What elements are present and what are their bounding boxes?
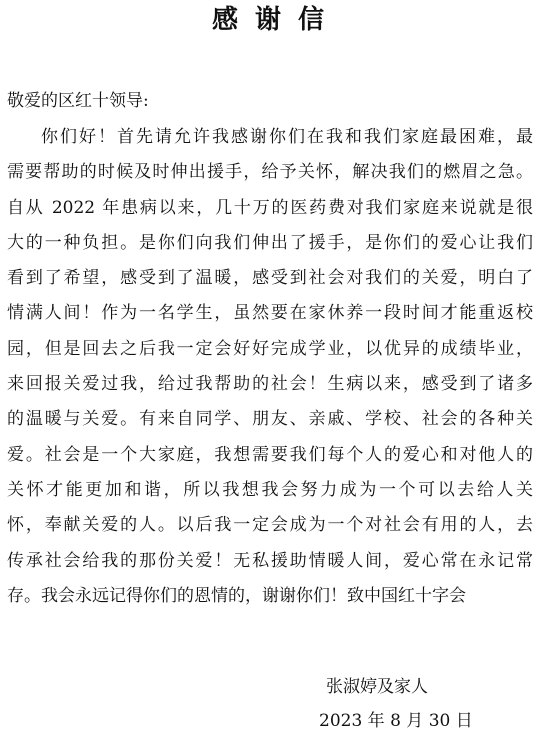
body-line: 存。我会永远记得你们的恩情的，谢谢你们！致中国红十字会 (7, 586, 466, 606)
body-line: 爱。社会是一个大家庭，我想需要我们每个人的爱心和对他人的 (7, 445, 533, 465)
body-line: 看到了希望，感受到了温暖，感受到社会对我们的关爱，明白了 (7, 268, 533, 288)
body-line: 情满人间！作为一名学生，虽然要在家休养一段时间才能重返校 (7, 303, 533, 323)
letter-title: 感 谢 信 (211, 5, 329, 35)
body-line: 自从 2022 年患病以来，几十万的医药费对我们家庭来说就是很 (7, 198, 533, 218)
body-line: 传承社会给我的那份关爱！无私援助情暖人间，爱心常在永记常 (7, 551, 533, 571)
body-line: 关怀才能更加和谐，所以我想我会努力成为一个可以去给人关 (7, 480, 533, 500)
body-line: 来回报关爱过我，给过我帮助的社会！生病以来，感受到了诸多 (7, 374, 533, 394)
letter-date: 2023 年 8 月 30 日 (319, 711, 473, 731)
body-line: 怀，奉献关爱的人。以后我一定会成为一个对社会有用的人，去 (7, 515, 533, 535)
letter-signature: 张淑婷及家人 (326, 677, 428, 697)
letter-greeting: 敬爱的区红十领导: (7, 91, 149, 111)
body-line: 大的一种负担。是你们向我们伸出了援手，是你们的爱心让我们 (7, 233, 533, 253)
body-line: 的温暖与关爱。有来自同学、朋友、亲戚、学校、社会的各种关 (7, 409, 533, 429)
body-line: 你们好！首先请允许我感谢你们在我和我们家庭最困难，最 (41, 127, 533, 147)
body-line: 园，但是回去之后我一定会好好完成学业，以优异的成绩毕业， (7, 339, 533, 359)
body-line: 需要帮助的时候及时伸出援手，给予关怀，解决我们的燃眉之急。 (7, 162, 533, 182)
